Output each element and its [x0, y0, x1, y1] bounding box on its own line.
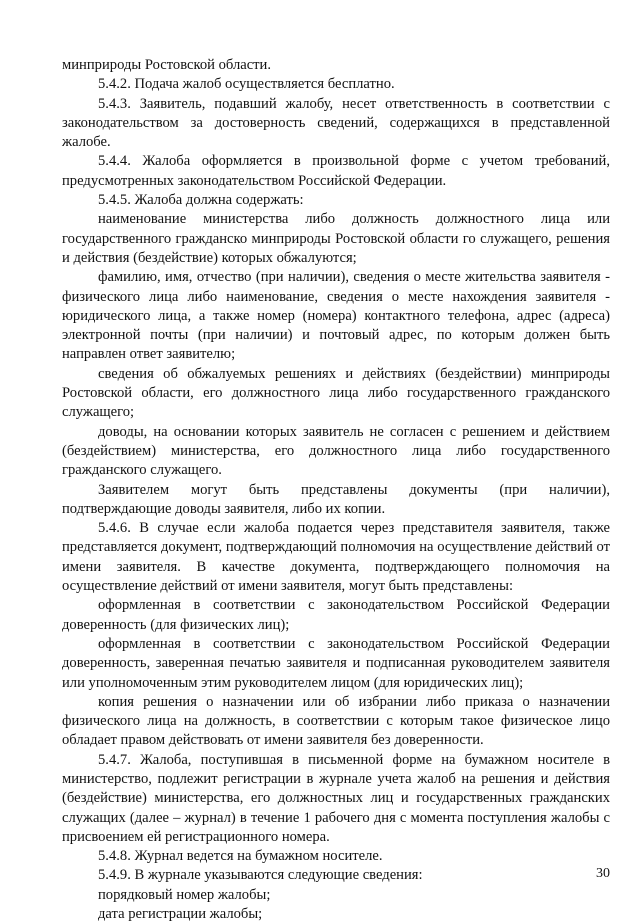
- paragraph-5-4-3: 5.4.3. Заявитель, подавший жалобу, несет ответственность в соответствии с законодательством за достоверность сведений, содержащихся в представленной жалобе.: [62, 95, 610, 151]
- paragraph-5-4-2: 5.4.2. Подача жалоб осуществляется бесплатно.: [98, 76, 395, 93]
- paragraph-supporting-documents: Заявителем могут быть представлены документы (при наличии), подтверждающие доводы заявителя, либо их копии.: [62, 481, 610, 517]
- paragraph-5-4-5: 5.4.5. Жалоба должна содержать:: [98, 192, 304, 209]
- paragraph-5-4-7: 5.4.7. Жалоба, поступившая в письменной форме на бумажном носителе в министерство, подлежит регистрации в журнале учета жалоб на решения и действия (бездействие) министерства, его должностных лиц и государственных гражданских служащих (далее – журнал) в течение 1 рабочего дня с момента поступления жалобы с присвоением ей регистрационного номера.: [62, 751, 610, 845]
- list-item-power-of-attorney-legal-entities: оформленная в соответствии с законодательством Российской Федерации доверенность, заверенная печатью заявителя и подписанная руководителем заявителя или уполномоченным этим руководителем лицом (для юридических лиц);: [62, 635, 610, 691]
- list-item-ministry-name: наименование министерства либо должность должностного лица или государственного гражданско минприроды Ростовской области го служащего, решения и действия (бездействие) которых обжалуются;: [62, 211, 610, 266]
- list-item-complaint-number: порядковый номер жалобы;: [98, 886, 271, 903]
- list-item-power-of-attorney-individuals: оформленная в соответствии с законодательством Российской Федерации доверенность (для физических лиц);: [62, 597, 610, 633]
- list-item-registration-date: дата регистрации жалобы;: [98, 906, 263, 923]
- paragraph-5-4-4: 5.4.4. Жалоба оформляется в произвольной форме с учетом требований, предусмотренных законодательством Российской Федерации.: [62, 153, 610, 189]
- paragraph-5-4-9: 5.4.9. В журнале указываются следующие сведения:: [98, 867, 423, 884]
- body-text: [62, 56, 610, 924]
- paragraph-5-4-8: 5.4.8. Журнал ведется на бумажном носителе.: [98, 848, 383, 865]
- page-number: 30: [596, 865, 610, 881]
- list-item-arguments: доводы, на основании которых заявитель не согласен с решением и действием (бездействием) министерства, его должностного лица либо государственного гражданского служащего.: [62, 423, 610, 479]
- list-item-applicant-details: фамилию, имя, отчество (при наличии), сведения о месте жительства заявителя - физического лица либо наименование, сведения о месте нахождения заявителя - юридического лица, а также номер (номера) контактного телефона, адрес (адреса) электронной почты (при наличии) и почтовый адрес, по которым должен быть направлен ответ заявителю;: [62, 269, 610, 363]
- list-item-appointment-decision: копия решения о назначении или об избрании либо приказа о назначении физического лица на должность, в соответствии с которым такое физическое лицо обладает правом действовать от имени заявителя без доверенности.: [62, 693, 610, 749]
- paragraph-5-4-6: 5.4.6. В случае если жалоба подается через представителя заявителя, также представляется документ, подтверждающий полномочия на осуществление действий от имени заявителя. В качестве документа, подтверждающего полномочия на осуществление действий от имени заявителя, могут быть представлены:: [62, 520, 610, 595]
- list-item-appealed-decisions: сведения об обжалуемых решениях и действиях (бездействии) минприроды Ростовской области, его должностного лица либо государственного гражданского служащего;: [62, 365, 610, 421]
- paragraph-continuation: минприроды Ростовской области.: [62, 57, 272, 73]
